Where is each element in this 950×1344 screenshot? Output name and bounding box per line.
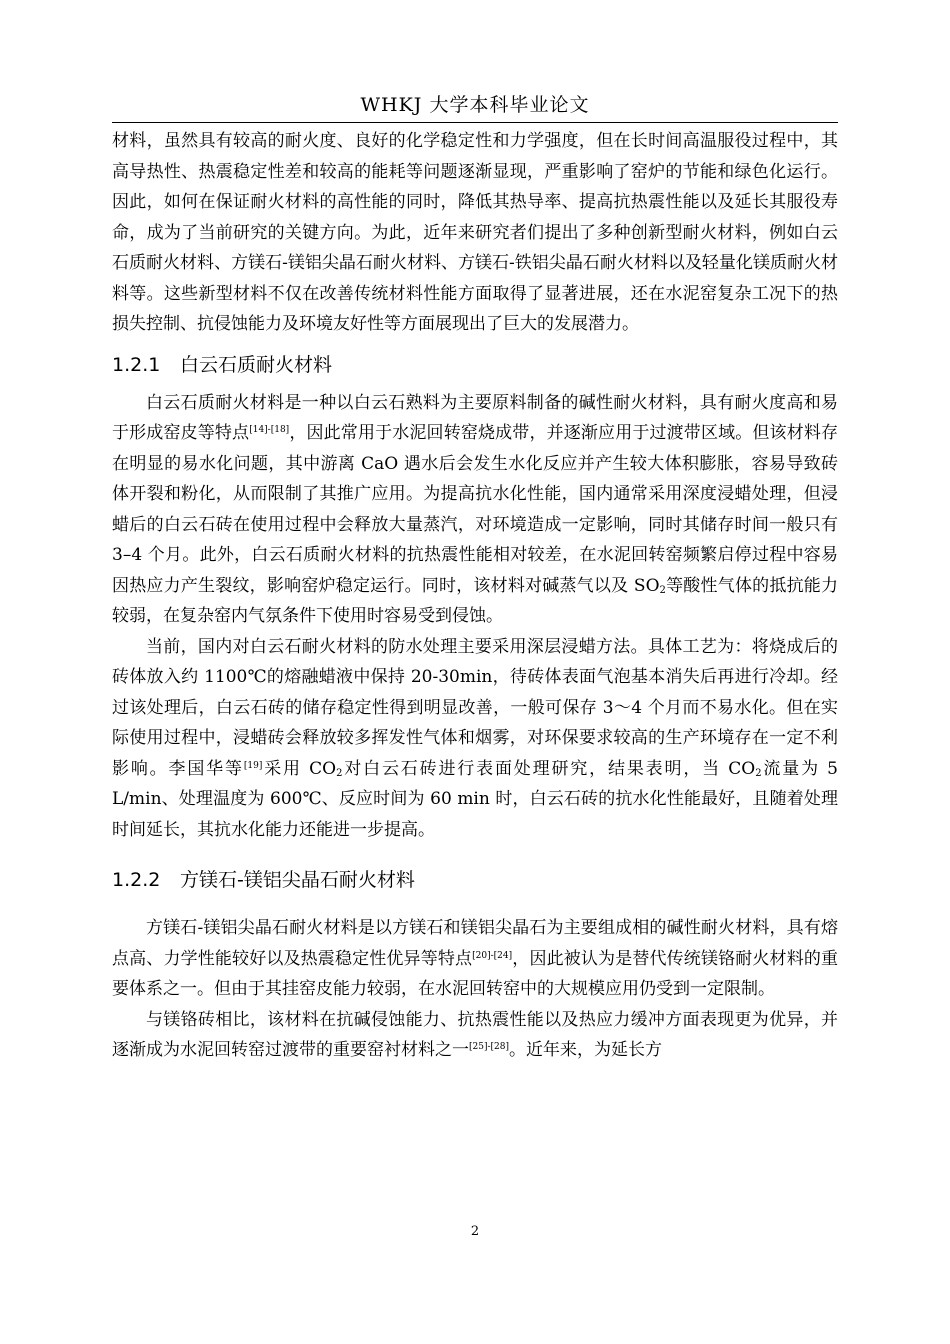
citation: [14]-[18]: [249, 425, 290, 435]
subscript: 2: [659, 584, 666, 596]
paragraph: [112, 913, 838, 1005]
header-rule: [112, 122, 838, 123]
intro-paragraph: 材料，虽然具有较高的耐火度、良好的化学稳定性和力学强度，但在长时间高温服役过程中，其高导热性、热震稳定性差和较高的能耗等问题逐渐显现，严重影响了窑炉的节能和绿色化运行。因此，如何在保证耐火材料的高性能的同时，降低其热导率、提高抗热震性能以及延长其服役寿命，成为了当前研究的关键方向。为此，近年来研究者们提出了多种创新型耐火材料，例如白云石质耐火材料、方镁石-镁铝尖晶石耐火材料、方镁石-铁铝尖晶石耐火材料以及轻量化镁质耐火材料等。这些新型材料不仅在改善传统材料性能方面取得了显著进展，还在水泥窑复杂工况下的热损失控制、抗侵蚀能力及环境友好性等方面展现出了巨大的发展潜力。: [112, 131, 838, 334]
citation: [25]-[28]: [469, 1042, 509, 1052]
paragraph: [112, 1005, 838, 1066]
paragraph-text: 等酸性气体的抵抗能力较弱，在复杂窑内气氛条件下使用时容易受到侵蚀。: [112, 575, 838, 626]
citation: [20]-[24]: [472, 950, 513, 961]
paragraph: [112, 388, 838, 632]
body-text: [112, 126, 838, 1066]
page-number: 2: [470, 1224, 480, 1239]
page-header-title: WHKJ 大学本科毕业论文: [360, 94, 590, 116]
subscript: 2: [336, 767, 343, 779]
subscript: 2: [755, 767, 762, 779]
section-number: 1.2.2: [112, 869, 161, 891]
paragraph-text: ，因此常用于水泥回转窑烧成带，并逐渐应用于过渡带区域。但该材料存在明显的易水化问题，其中游离 CaO 遇水后会发生水化反应并产生较大体积膨胀，容易导致砖体开裂和粉化，从而限制了其推广应用。为提高抗水化性能，国内通常采用深度浸蜡处理，但浸蜡后的白云石砖在使用过程中会释放大量蒸汽，对环境造成一定影响，同时其储存时间一般只有 3–4 个月。此外，白云石质耐火材料的抗热震性能相对较差，在水泥回转窑频繁启停过程中容易因热应力产生裂纹，影响窑炉稳定运行。同时，该材料对碱蒸气以及 SO: [112, 423, 839, 596]
paragraph-text: 方镁石-镁铝尖晶石耐火材料是以方镁石和镁铝尖晶石为主要组成相的碱性耐火材料，具有熔点高、力学性能较好以及热震稳定性优异等特点: [112, 918, 838, 969]
paragraph-text: 与镁铬砖相比，该材料在抗碱侵蚀能力、抗热震性能以及热应力缓冲方面表现更为优异，并逐渐成为水泥回转窑过渡带的重要窑衬材料之一: [112, 1009, 838, 1060]
paragraph-text: ，因此被认为是替代传统镁铬耐火材料的重要体系之一。但由于其挂窑皮能力较弱，在水泥回转窑中的大规模应用仍受到一定限制。: [112, 948, 839, 999]
paragraph-text: 流量为 5 L/min、处理温度为 600℃、反应时间为 60 min 时，白云石砖的抗水化性能最好，且随着处理时间延长，其抗水化能力还能进一步提高。: [112, 758, 838, 840]
paragraph-text: 白云石质耐火材料是一种以白云石熟料为主要原料制备的碱性耐火材料，具有耐火度高和易于形成窑皮等特点: [112, 392, 838, 443]
paragraph-text: 。近年来，为延长方: [509, 1040, 662, 1060]
section-title: 白云石质耐火材料: [180, 353, 333, 376]
paragraph-text: 对白云石砖进行表面处理研究，结果表明，当 CO: [342, 758, 756, 779]
section-title: 方镁石-镁铝尖晶石耐火材料: [180, 869, 415, 891]
citation: [19]: [243, 760, 263, 771]
paragraph-text: 采用 CO: [262, 758, 337, 779]
paragraph: [112, 632, 838, 846]
section-heading-1-2-2: [112, 865, 838, 895]
section-heading-1-2-1: [112, 350, 838, 380]
section-number: 1.2.1: [112, 353, 161, 376]
paragraph-text: 当前，国内对白云石耐火材料的防水处理主要采用深层浸蜡方法。具体工艺为：将烧成后的砖体放入约 1100℃的熔融蜡液中保持 20-30min，待砖体表面气泡基本消失后再进行冷却。经过该处理后，白云石砖的储存稳定性得到明显改善，一般可保存 3～4 个月而不易水化。但在实际使用过程中，浸蜡砖会释放较多挥发性气体和烟雾，对环保要求较高的生产环境存在一定不利影响。李国华等: [112, 636, 838, 779]
